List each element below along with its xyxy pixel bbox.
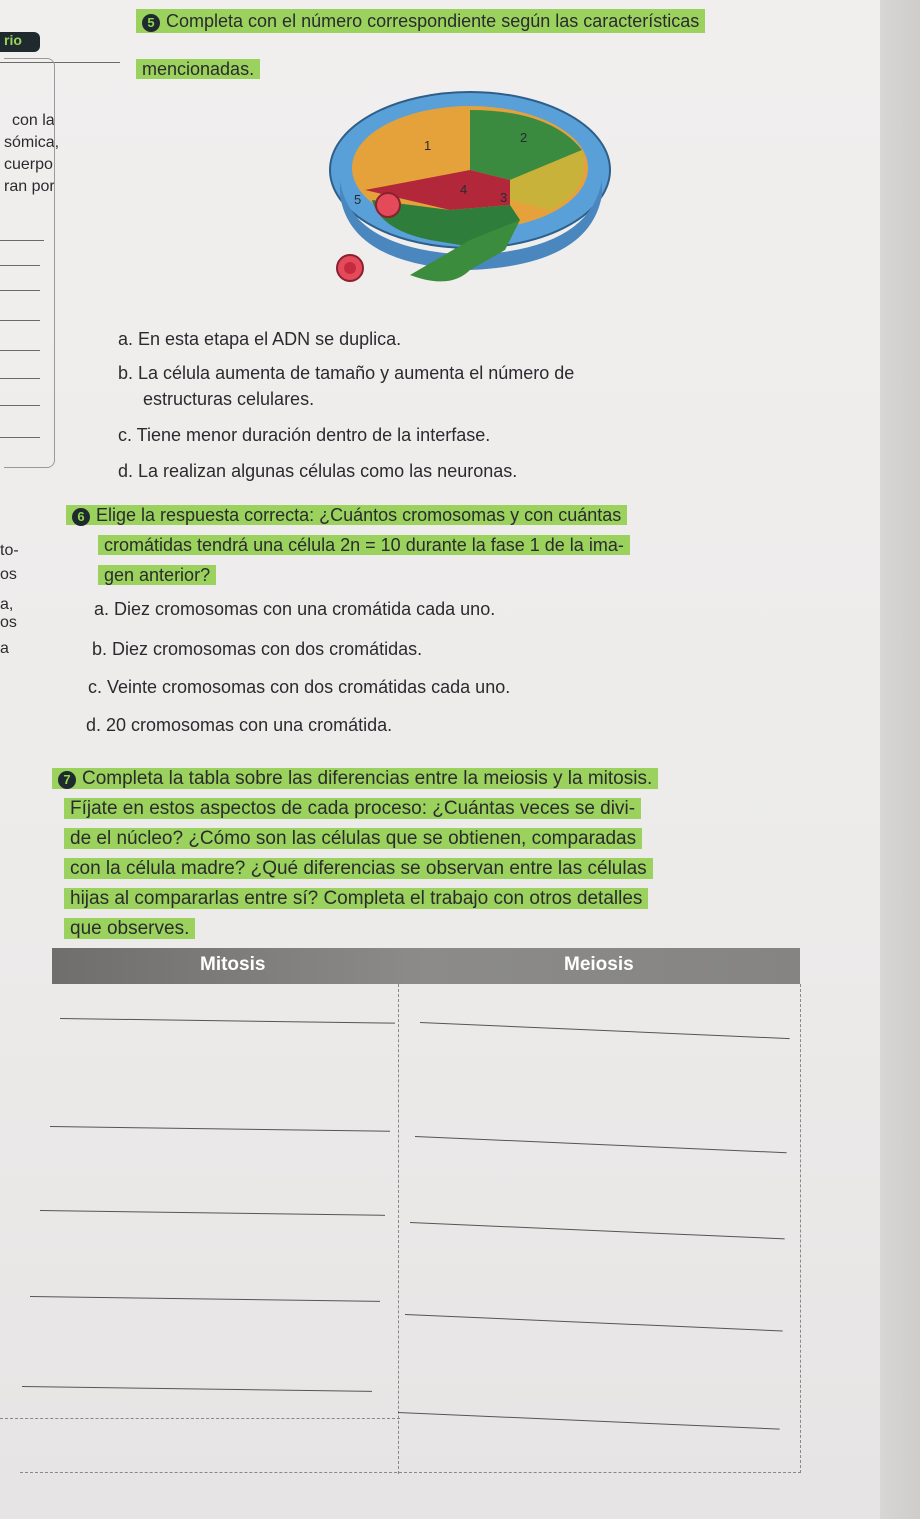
phase-label-4: 4 [460,182,468,197]
q6-option-b: b. Diez cromosomas con dos cromátidas. [92,639,423,659]
page-edge [880,0,920,1519]
q5-item-b: b. La célula aumenta de tamaño y aumenta el número de [118,363,575,383]
margin-box [4,58,55,468]
phase-label-1: 1 [424,138,432,153]
comparison-table-header [52,948,800,984]
phase-label-3: 3 [500,190,508,205]
q6-prompt-line2: cromátidas tendrá una célula 2n = 10 durante la fase 1 de la ima- [98,534,630,556]
q6-number-badge: 6 [72,508,90,526]
q6-option-d: d. 20 cromosomas con una cromátida. [86,715,393,735]
table-bottom-border [0,1418,400,1419]
q5-item-d: d. La realizan algunas células como las neuronas. [118,461,518,481]
col-header-meiosis: Meiosis [564,954,634,975]
q5-number-badge: 5 [142,14,160,32]
margin-text: con la sómica, cuerpo ran por [4,112,60,195]
margin-fragment: to- [0,542,19,559]
q6-option-c: c. Veinte cromosomas con dos cromátidas cada uno. [88,677,511,697]
table-column-divider [398,984,399,1474]
q5-item-c: c. Tiene menor duración dentro de la interfase. [118,425,491,445]
q6-prompt-line3: gen anterior? [98,564,216,586]
col-header-mitosis: Mitosis [200,954,266,975]
margin-fragment: os [0,566,17,583]
margin-fragment: a, [0,596,14,613]
q6-prompt: 6 Elige la respuesta correcta: ¿Cuántos cromosomas y con cuántas [66,504,627,526]
q5-item-a: a. En esta etapa el ADN se duplica. [118,329,402,349]
q7-number-badge: 7 [58,771,76,789]
q6-option-a: a. Diez cromosomas con una cromátida cada uno. [94,599,496,619]
section-tab: rio [0,32,40,52]
q7-prompt: 7 Completa la tabla sobre las diferencias entre la meiosis y la mitosis. Fíjate en estos aspectos de cada proceso: ¿Cuántas veces se divi- de el núcleo? ¿Cómo son las células que se obtienen, comparadas con la célula madre? ¿Qué diferencias se observan entre las células hijas al compararlas entre sí? Completa el trabajo con otros detalles que observes. [52,764,812,944]
margin-fragment: os [0,614,17,631]
cell-cycle-diagram [320,80,620,315]
phase-label-5: 5 [354,192,362,207]
q5-prompt: 5 Completa con el número correspondiente según las características [136,10,705,32]
q5-prompt-line2: mencionadas. [136,58,260,80]
margin-fragment: a [0,640,9,657]
phase-label-2: 2 [520,130,528,145]
comparison-table [20,984,801,1473]
q5-item-b-cont: estructuras celulares. [143,389,315,409]
